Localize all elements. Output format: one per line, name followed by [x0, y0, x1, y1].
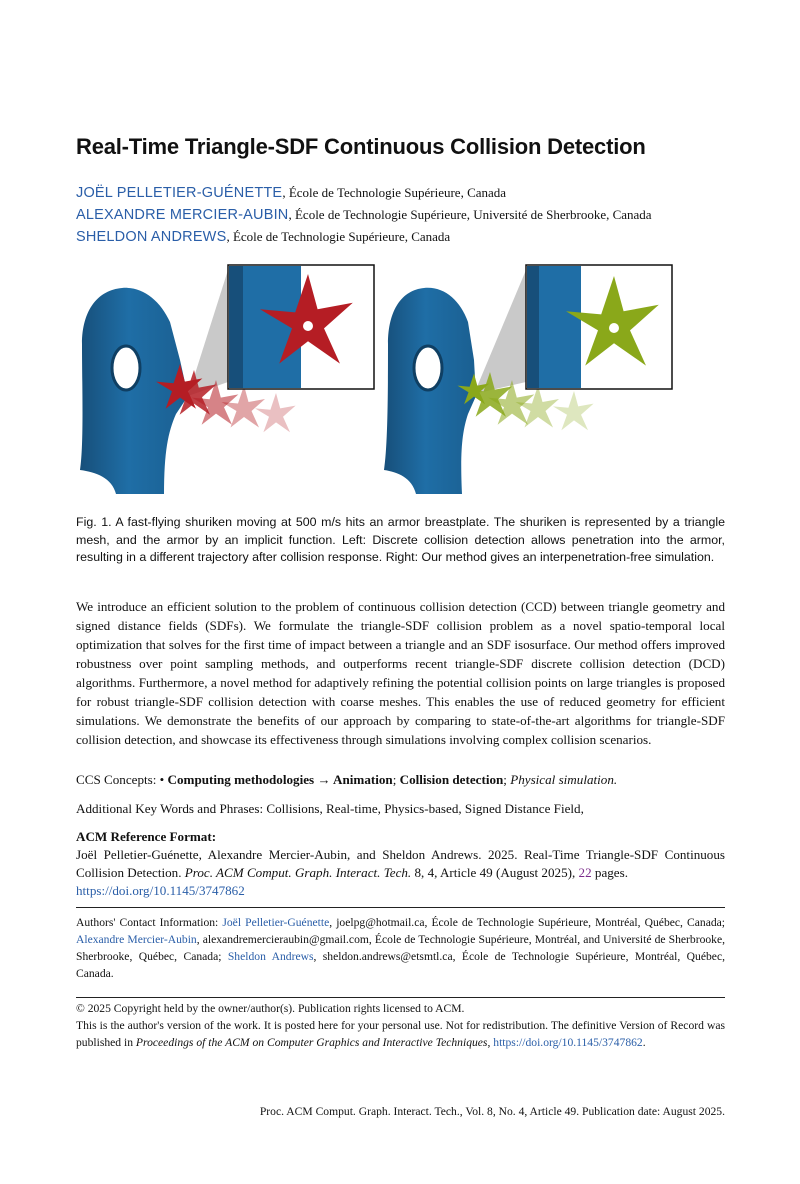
right-panel-ours: [384, 265, 672, 494]
divider: [76, 997, 725, 998]
paper-title: Real-Time Triangle-SDF Continuous Collision Detection: [76, 134, 646, 159]
contact-text: , sheldon.andrews@etsmtl.ca, École de Technologie Supérieure, Montréal, Québec, Canada.: [76, 950, 725, 980]
author-name[interactable]: JOËL PELLETIER-GUÉNETTE: [76, 185, 283, 201]
divider: [76, 907, 725, 908]
copyright-line: © 2025 Copyright held by the owner/author(s). Publication rights licensed to ACM.: [76, 1002, 465, 1015]
author-affiliation: , École de Technologie Supérieure, Canada: [226, 229, 451, 244]
author-link[interactable]: Sheldon Andrews: [227, 950, 314, 963]
contact-text: , joelpg@hotmail.ca, École de Technologie Supérieure, Montréal, Québec, Canada;: [329, 916, 726, 929]
ccs-concept: Computing methodologies → Animation: [167, 772, 393, 787]
author-entry: [76, 204, 736, 226]
author-entry: [76, 182, 736, 204]
author-affiliation: , École de Technologie Supérieure, Canada: [282, 185, 507, 200]
zoom-inset-right: [526, 265, 672, 389]
copyright-notice: [76, 1000, 725, 1051]
acm-reference: [76, 828, 725, 900]
ccs-separator: ;: [503, 772, 507, 787]
author-name[interactable]: SHELDON ANDREWS: [76, 229, 227, 245]
author-list: [76, 182, 736, 248]
ccs-separator: ;: [392, 772, 397, 787]
abstract: We introduce an efficient solution to the problem of continuous collision detection (CCD) between triangle geometry and signed distance fields (SDFs). We formulate the triangle-SDF collision problem as a novel spatio-temporal local optimization that solves for the first time of impact between a triangle and an SDF isosurface. Our method offers improved robustness over point sampling methods, and outperforms recent triangle-SDF discrete collision detection (DCD) algorithms. Furthermore, a novel method for adaptively refining the potential collision points on large triangles is proposed for robust triangle-SDF collision detection with coarse meshes. This enables the use of reduced geometry for efficient simulations. We demonstrate the benefits of our approach by comparing to state-of-the-art algorithms for triangle-SDF collision detection, and showcase its effectiveness through simulations involving complex collision scenarios.: [76, 599, 725, 747]
author-entry: [76, 226, 736, 248]
reference-venue: Proc. ACM Comput. Graph. Interact. Tech.: [184, 865, 412, 880]
ccs-concept: Collision detection: [399, 772, 504, 787]
punctuation: ,: [487, 1036, 491, 1049]
acm-reference-heading: ACM Reference Format:: [76, 829, 217, 844]
contact-prefix: Authors' Contact Information:: [76, 916, 219, 929]
reference-text: pages.: [594, 865, 628, 880]
figure-caption: Fig. 1. A fast-flying shuriken moving at 500 m/s hits an armor breastplate. The shuriken is represented by a triangle mesh, and the armor by an implicit function. Left: Discrete collision detection allows penetration into the armor, resulting in a different trajectory after collision response. Right: Our method gives an interpenetration-free simulation.: [76, 515, 725, 564]
author-contact-info: [76, 914, 725, 982]
reference-text: 8, 4, Article 49 (August 2025),: [414, 865, 576, 880]
doi-link[interactable]: https://doi.org/10.1145/3747862: [76, 883, 245, 898]
armor-neck-hole: [414, 346, 442, 390]
author-affiliation: , École de Technologie Supérieure, Université de Sherbrooke, Canada: [288, 207, 652, 222]
ccs-concept: Physical simulation.: [510, 772, 618, 787]
doi-link[interactable]: https://doi.org/10.1145/3747862: [493, 1036, 643, 1049]
keywords: Additional Key Words and Phrases: Collisions, Real-time, Physics-based, Signed Distance Field,: [76, 801, 584, 816]
author-link[interactable]: Joël Pelletier-Guénette: [222, 916, 330, 929]
ccs-prefix: CCS Concepts: •: [76, 772, 165, 787]
left-panel-discrete: [80, 265, 374, 494]
author-name[interactable]: ALEXANDRE MERCIER-AUBIN: [76, 207, 289, 223]
contact-text: , alexandremercieraubin@gmail.com, École de Technologie Supérieure, Montréal, and Université de Sherbrooke, Sherbrooke, Québec, Canada;: [76, 933, 726, 963]
teaser-figure: [76, 264, 725, 498]
reference-text: Joël Pelletier-Guénette, Alexandre Mercier-Aubin, and Sheldon Andrews. 2025. Real-Time Triangle-SDF Continuous Collision Detection.: [76, 847, 725, 880]
zoom-cone: [474, 270, 526, 394]
journal-name: Proceedings of the ACM on Computer Graphics and Interactive Techniques: [135, 1036, 488, 1049]
zoom-inset-left: [228, 265, 374, 389]
punctuation: .: [642, 1036, 646, 1049]
page-footer: Proc. ACM Comput. Graph. Interact. Tech., Vol. 8, No. 4, Article 49. Publication date: August 2025.: [259, 1105, 725, 1118]
author-link[interactable]: Alexandre Mercier-Aubin: [76, 933, 197, 946]
page-count-link[interactable]: 22: [578, 865, 592, 880]
armor-neck-hole: [112, 346, 140, 390]
ccs-concepts: [76, 770, 725, 789]
copyright-text: This is the author's version of the work. It is posted here for your personal use. Not for redistribution. The definitive Version of Record was published in: [76, 1019, 725, 1049]
